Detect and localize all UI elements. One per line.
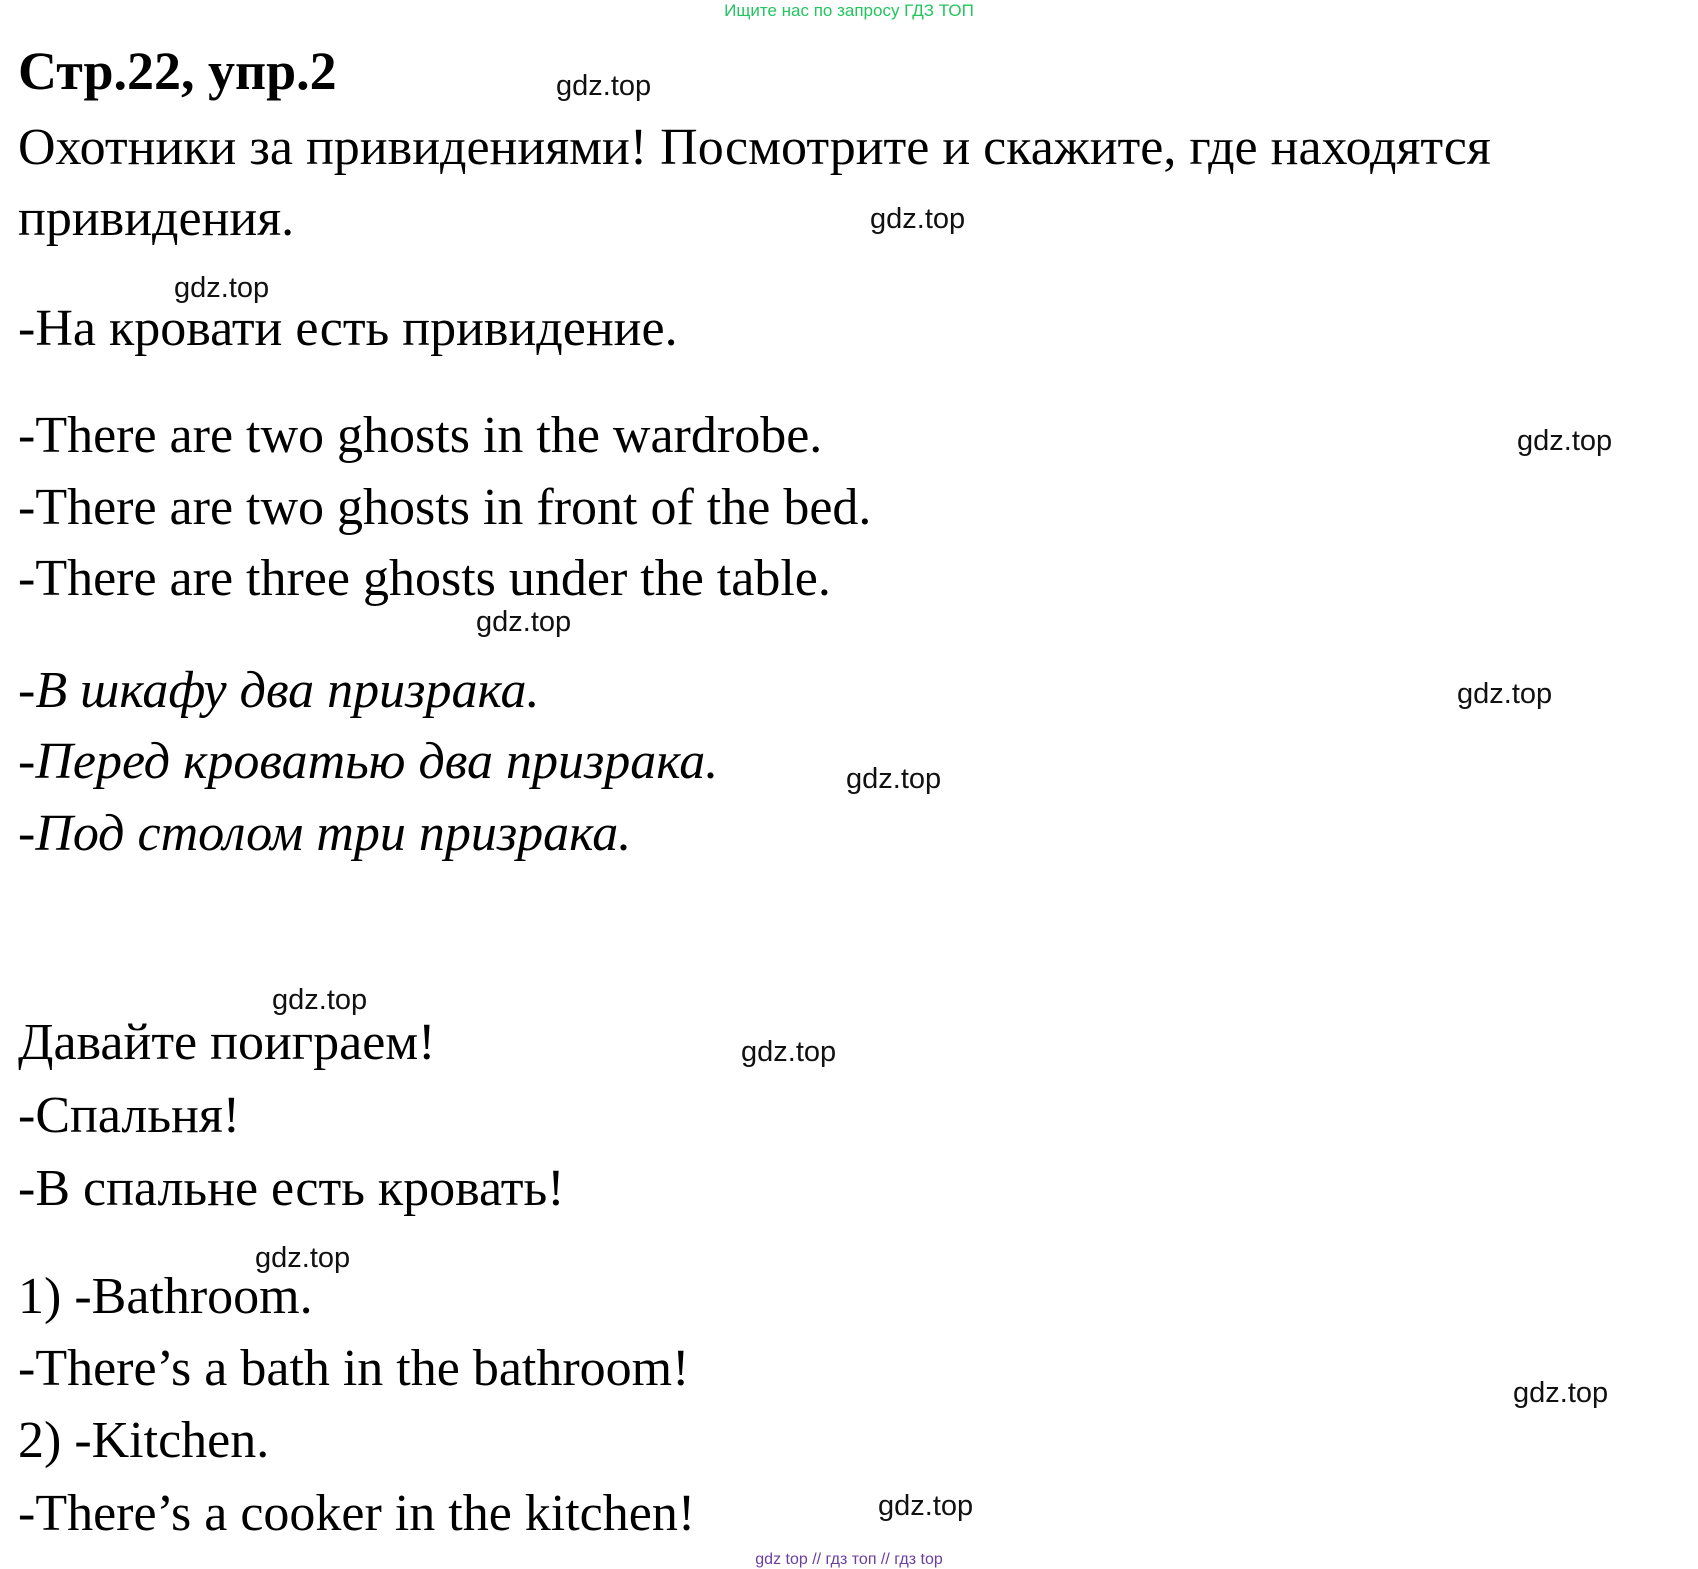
game-item-2: -There’s a bath in the bathroom! — [18, 1340, 690, 1397]
top-banner: Ищите нас по запросу ГДЗ ТОП — [724, 1, 974, 20]
watermark: gdz.top — [174, 272, 270, 304]
watermark: gdz.top — [741, 1036, 837, 1068]
watermark: gdz.top — [1517, 425, 1613, 457]
watermark: gdz.top — [1457, 678, 1553, 710]
watermark: gdz.top — [878, 1490, 974, 1522]
answer-en-1: -There are two ghosts in the wardrobe. — [18, 407, 823, 464]
game-item-1: 1) -Bathroom. — [18, 1268, 313, 1325]
watermark: gdz.top — [846, 763, 942, 795]
watermark: gdz.top — [476, 606, 572, 638]
watermark: gdz.top — [1513, 1377, 1609, 1409]
task-line-2: привидения. — [18, 190, 295, 247]
page-title: Стр.22, упр.2 — [18, 41, 337, 101]
game-heading: Давайте поиграем! — [18, 1014, 436, 1071]
game-item-4: -There’s a cooker in the kitchen! — [18, 1485, 696, 1542]
watermark: gdz.top — [556, 70, 652, 102]
bottom-footer: gdz top // гдз топ // гдз top — [755, 1551, 943, 1568]
answer-en-3: -There are three ghosts under the table. — [18, 550, 831, 607]
answer-en-2: -There are two ghosts in front of the bed. — [18, 479, 872, 536]
watermark: gdz.top — [255, 1242, 351, 1274]
example-ru: -На кровати есть привидение. — [18, 300, 678, 357]
watermark: gdz.top — [870, 203, 966, 235]
answer-ru-2: -Перед кроватью два призрака. — [18, 733, 719, 790]
watermark: gdz.top — [272, 984, 368, 1016]
answer-ru-3: -Под столом три призрака. — [18, 805, 632, 862]
game-example-1: -Спальня! — [18, 1087, 241, 1144]
game-item-3: 2) -Kitchen. — [18, 1412, 270, 1469]
game-example-2: -В спальне есть кровать! — [18, 1160, 565, 1217]
answer-ru-1: -В шкафу два призрака. — [18, 662, 540, 719]
task-line-1: Охотники за привидениями! Посмотрите и скажите, где находятся — [18, 119, 1491, 176]
